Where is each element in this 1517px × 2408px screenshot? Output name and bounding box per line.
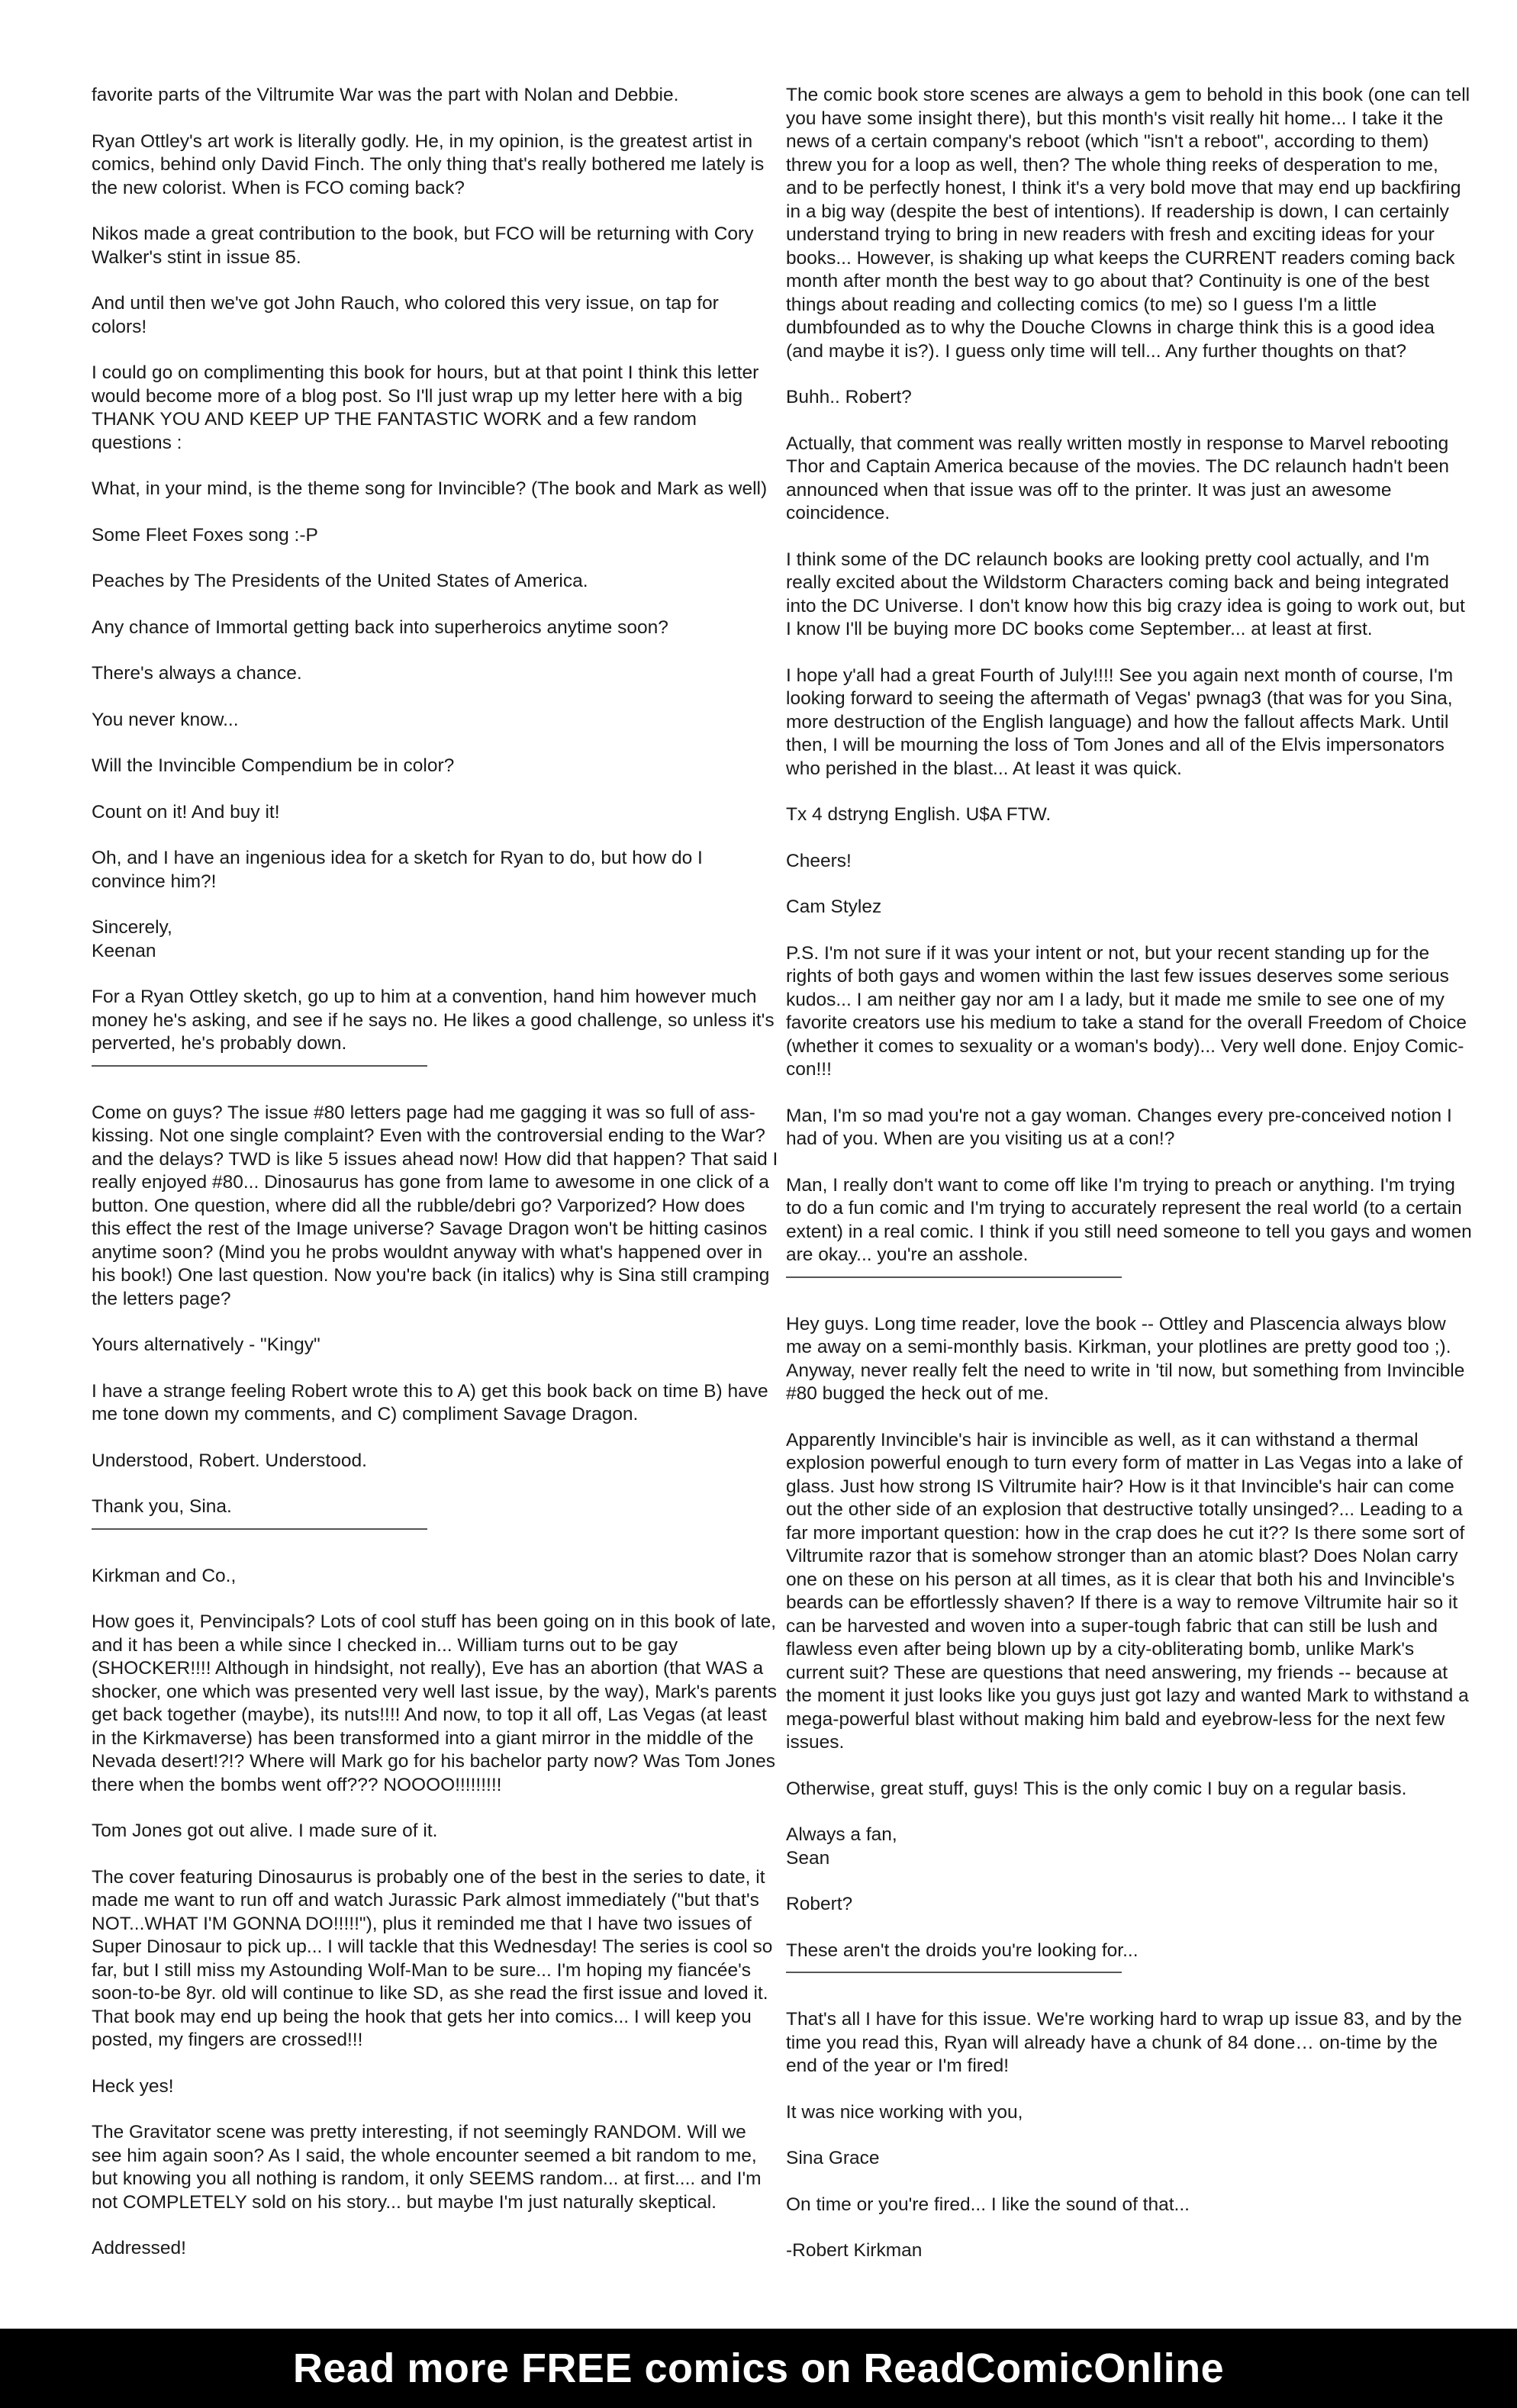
letter-paragraph: Always a fan, Sean bbox=[786, 1824, 897, 1869]
letter-paragraph: You never know... bbox=[92, 709, 239, 730]
separator-rule bbox=[92, 1528, 427, 1530]
letter-paragraph: It was nice working with you, bbox=[786, 2101, 1023, 2123]
letter-paragraph: On time or you're fired... I like the sound of that... bbox=[786, 2194, 1190, 2215]
promo-banner-text[interactable]: Read more FREE comics on ReadComicOnline bbox=[292, 2345, 1225, 2391]
letter-paragraph: Come on guys? The issue #80 letters page had me gagging it was so full of ass-kissing. Not one single complaint? Even with the controversial ending to the War? and the delays? TWD is like 5 issues ahead now! How did that happen? That said I really enjoyed #80... Dinosaurus has gone from lame to awesome in one click of a button. One question, where did all the rubble/debri go? Varporized? How does this effect the rest of the Image universe? Savage Dragon won't be hitting casinos anytime soon? (Mind you he probs wouldnt anyway with what's happened over in his book!) One last question. Now you're back (in italics) why is Sina still cramping the letters page? bbox=[92, 1102, 778, 1309]
letter-paragraph: Any chance of Immortal getting back into superheroics anytime soon? bbox=[92, 616, 668, 638]
letter-paragraph: Sina Grace bbox=[786, 2148, 880, 2168]
letter-paragraph: Understood, Robert. Understood. bbox=[92, 1450, 367, 1471]
letter-paragraph: I hope y'all had a great Fourth of July!!!! See you again next month of course, I'm looking forward to seeing the aftermath of Vegas' pwnag3 (that was for you Sina, more destruction of the English language) and how the fallout affects Mark. Until then, I will be mourning the loss of Tom Jones and all of the Elvis impersonators who perished in the blast... At least it was quick. bbox=[786, 665, 1454, 779]
letter-paragraph: Peaches by The Presidents of the United States of America. bbox=[92, 571, 588, 591]
letter-paragraph: Count on it! And buy it! bbox=[92, 801, 280, 823]
letter-paragraph: And until then we've got John Rauch, who colored this very issue, on tap for colors! bbox=[92, 293, 719, 337]
letter-paragraph: Actually, that comment was really written mostly in response to Marvel rebooting Thor and Captain America because of the movies. The DC relaunch hadn't been announced when that issue was off to the printer. It was just an awesome coincidence. bbox=[786, 433, 1450, 523]
letter-paragraph: Will the Invincible Compendium be in color? bbox=[92, 755, 455, 776]
right-column bbox=[786, 84, 1473, 2286]
letter-paragraph: The cover featuring Dinosaurus is probably one of the best in the series to date, it made me want to run off and watch Jurassic Park almost immediately ("but that's NOT...WHAT I'M GONNA DO!!!!!"), plus it reminded me that I have two issues of Super Dinosaur to pick up... I will tackle that this Wednesday! The series is cool so far, but I still miss my Astounding Wolf-Man to be sure... I'm hoping my fiancée's soon-to-be 8yr. old will continue to like SD, as she read the first issue and loved it. That book may end up being the hook that gets her into comics... I will keep you posted, my fingers are crossed!!! bbox=[92, 1866, 773, 2050]
letter-paragraph: How goes it, Penvincipals? Lots of cool stuff has been going on in this book of late, and it has been a while since I checked in... William turns out to be gay (SHOCKER!!!! Although in hindsight, not really), Eve has an abortion (that WAS a shocker, one which was presented very well last issue, by the way), Mark's parents get back together (maybe), its nuts!!!! And now, to top it all off, Las Vegas (at least in the Kirkmaverse) has been transformed into a giant mirror in the middle of the Nevada desert!?!? Where will Mark go for his bachelor party now? Was Tom Jones there when the bombs went off??? NOOOO!!!!!!!!! bbox=[92, 1611, 777, 1795]
separator-rule bbox=[92, 1065, 427, 1067]
letter-paragraph: favorite parts of the Viltrumite War was the part with Nolan and Debbie. bbox=[92, 85, 679, 105]
letter-paragraph: There's always a chance. bbox=[92, 663, 302, 684]
letter-paragraph: P.S. I'm not sure if it was your intent or not, but your recent standing up for the rights of both gays and women within the last few issues deserves some serious kudos... I am neither gay nor am I a lady, but it made me smile to see one of my favorite creators use his medium to take a stand for the overall Freedom of Choice (whether it comes to sexuality or a woman's body)... Very well done. Enjoy Comic-con!!! bbox=[786, 942, 1467, 1080]
letter-paragraph: Yours alternatively - "Kingy" bbox=[92, 1334, 320, 1355]
letter-paragraph: Ryan Ottley's art work is literally godly. He, in my opinion, is the greatest artist in comics, behind only David Finch. The only thing that's really bothered me lately is the new colorist. When is FCO coming back? bbox=[92, 130, 765, 198]
letter-paragraph: Tx 4 dstryng English. U$A FTW. bbox=[786, 804, 1052, 825]
letter-paragraph: Otherwise, great stuff, guys! This is the only comic I buy on a regular basis. bbox=[786, 1778, 1407, 1799]
letter-paragraph: Some Fleet Foxes song :-P bbox=[92, 524, 318, 546]
letter-paragraph: Cam Stylez bbox=[786, 897, 882, 917]
separator-rule bbox=[786, 1972, 1122, 1973]
letter-paragraph: What, in your mind, is the theme song for Invincible? (The book and Mark as well) bbox=[92, 478, 768, 499]
letter-paragraph: Kirkman and Co., bbox=[92, 1565, 237, 1586]
letter-paragraph: Cheers! bbox=[786, 850, 852, 871]
letter-paragraph: I could go on complimenting this book for hours, but at that point I think this letter would become more of a blog post. So I'll just wrap up my letter here with a big THANK YOU AND KEEP UP THE FANTASTIC WORK and a few random questions : bbox=[92, 362, 759, 453]
letter-paragraph: Robert? bbox=[786, 1894, 853, 1914]
left-column bbox=[92, 84, 778, 2284]
letter-paragraph: That's all I have for this issue. We're working hard to wrap up issue 83, and by the time you read this, Ryan will already have a chunk of 84 done… on-time by the end of the year or I'm fired! bbox=[786, 2009, 1462, 2076]
letter-paragraph: I have a strange feeling Robert wrote this to A) get this book back on time B) have me tone down my comments, and C) compliment Savage Dragon. bbox=[92, 1380, 768, 1425]
letter-paragraph: Nikos made a great contribution to the book, but FCO will be returning with Cory Walker's stint in issue 85. bbox=[92, 224, 754, 268]
letter-paragraph: For a Ryan Ottley sketch, go up to him at a convention, hand him however much money he's asking, and see if he says no. He likes a good challenge, so unless it's perverted, he's probably down. bbox=[92, 987, 775, 1054]
letter-paragraph: Tom Jones got out alive. I made sure of it. bbox=[92, 1820, 438, 1841]
letter-paragraph: Thank you, Sina. bbox=[92, 1496, 232, 1517]
letter-paragraph: I think some of the DC relaunch books are looking pretty cool actually, and I'm really excited about the Wildstorm Characters coming back and being integrated into the DC Universe. I don't know how this big crazy idea is going to work out, but I know I'll be buying more DC books come September... at least at first. bbox=[786, 549, 1465, 639]
letter-paragraph: Hey guys. Long time reader, love the book -- Ottley and Plascencia always blow me away on a semi-monthly basis. Kirkman, your plotlines are pretty good too ;). Anyway, never really felt the need to write in 'til now, but something from Invincible #80 bugged the heck out of me. bbox=[786, 1313, 1465, 1404]
promo-banner[interactable] bbox=[0, 2329, 1517, 2408]
letter-paragraph: Man, I'm so mad you're not a gay woman. Changes every pre-conceived notion I had of you. When are you visiting us at a con!? bbox=[786, 1105, 1452, 1149]
letter-paragraph: Buhh.. Robert? bbox=[786, 387, 912, 407]
letter-paragraph: Sincerely, Keenan bbox=[92, 917, 172, 961]
letter-paragraph: These aren't the droids you're looking for... bbox=[786, 1940, 1139, 1961]
letter-paragraph: The Gravitator scene was pretty interesting, if not seemingly RANDOM. Will we see him again soon? As I said, the whole encounter seemed a bit random to me, but knowing you all nothing is random, it only SEEMS random... at first.... and I'm not COMPLETELY sold on his story... but maybe I'm just naturally skeptical. bbox=[92, 2122, 762, 2213]
letter-paragraph: The comic book store scenes are always a gem to behold in this book (one can tell you have some insight there), but this month's visit really hit home... I take it the news of a certain company's reboot (which "isn't a reboot", according to them) threw you for a loop as well, then? The whole thing reeks of desperation to me, and to be perfectly honest, I think it's a very bold move that may end up backfiring in a big way (despite the best of intentions). If readership is down, I can certainly understand trying to bring in new readers with fresh and exciting ideas for your books... However, is shaking up what keeps the CURRENT readers coming back month after month the best way to go about that? Continuity is one of the best things about reading and collecting comics (to me) so I guess I'm a little dumbfounded as to why the Douche Clowns in charge think this is a good idea (and maybe it is?). I guess only time will tell... Any further thoughts on that? bbox=[786, 85, 1470, 362]
letter-paragraph: Heck yes! bbox=[92, 2075, 174, 2097]
letter-paragraph: Addressed! bbox=[92, 2238, 186, 2258]
letter-paragraph: -Robert Kirkman bbox=[786, 2240, 923, 2261]
letter-paragraph: Apparently Invincible's hair is invincible as well, as it can withstand a thermal explosion powerful enough to turn every form of matter in Las Vegas into a lake of glass. Just how strong IS Viltrumite hair? How is it that Invincible's hair can come out the other side of an explosion that destructive totally unsinged?... Leading to a far more important question: how in the crap does he cut it?? Is there some sort of Viltrumite razor that is somehow stronger than an atomic blast? Does Nolan carry one on these on his person at all times, as it is clear that both his and Invincible's beards can be effortlessly shaven? If there is a way to remove Viltrumite hair so it can be harvested and woven into a super-tough fabric that can still be lush and flawless even after being blown up by a city-obliterating bomb, unlike Mark's current suit? These are questions that need answering, my friends -- because at the moment it just looks like you guys just got lazy and wanted Mark to withstand a mega-powerful blast without making him bald and eyebrow-less for the next few issues. bbox=[786, 1429, 1469, 1753]
letter-paragraph: Oh, and I have an ingenious idea for a sketch for Ryan to do, but how do I convince him?! bbox=[92, 848, 703, 892]
letter-paragraph: Man, I really don't want to come off like I'm trying to preach or anything. I'm trying to do a fun comic and I'm trying to accurately represent the real world (to a certain extent) in a real comic. I think if you still need someone to tell you gays and women are okay... you're an asshole. bbox=[786, 1174, 1472, 1265]
separator-rule bbox=[786, 1276, 1122, 1278]
